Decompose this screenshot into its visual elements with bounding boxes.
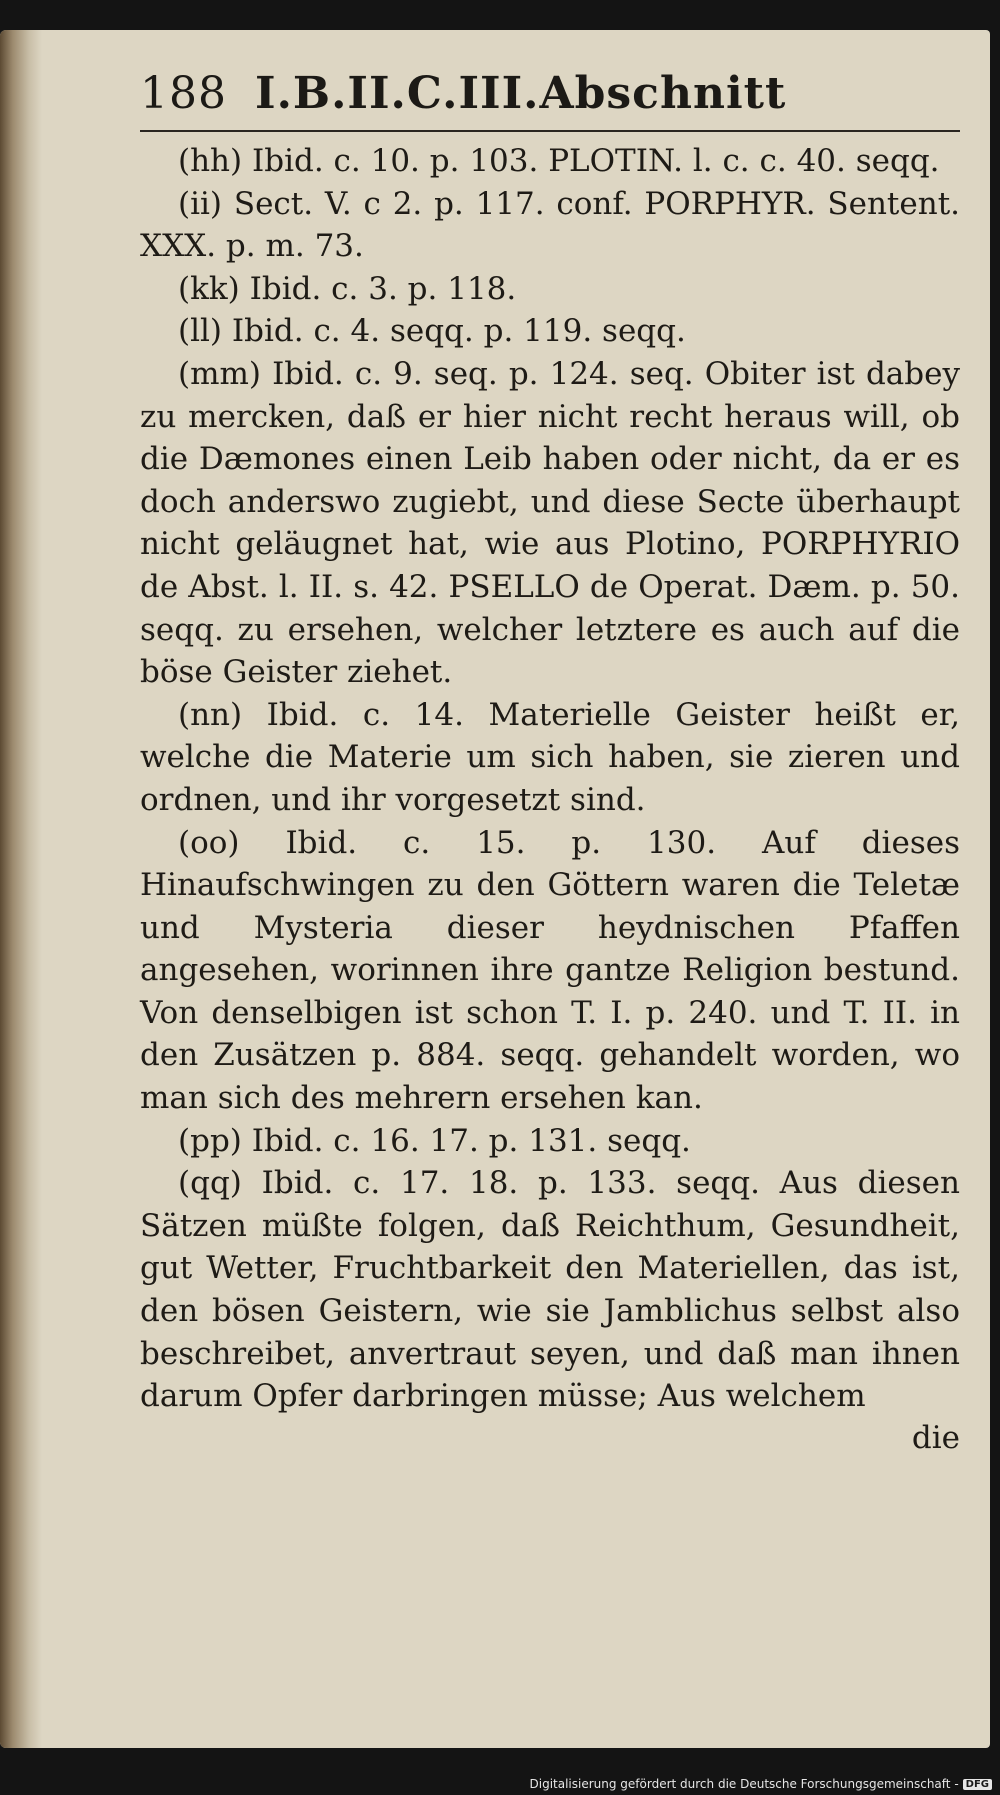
header-title: I.B.II.C.III.Abschnitt	[254, 68, 787, 119]
footnote-label: (ll)	[178, 313, 223, 350]
footnote-label: (ii)	[178, 185, 223, 222]
running-header	[140, 68, 960, 126]
footnote-text: Ibid. c. 3. p. 118.	[249, 270, 517, 307]
footnote-text: Ibid. c. 16. 17. p. 131. seqq.	[251, 1122, 691, 1159]
page-number: 188	[140, 68, 227, 119]
footnote-label: (mm)	[178, 355, 261, 392]
header-rule	[140, 130, 960, 132]
page-content	[140, 68, 960, 1456]
footnote-text: Ibid. c. 10. p. 103. PLOTIN. l. c. c. 40. seqq.	[251, 143, 940, 179]
footnote	[140, 268, 960, 311]
footnote	[140, 694, 960, 822]
footnote	[140, 140, 960, 183]
footnote-label: (hh)	[178, 143, 243, 179]
footnote-label: (pp)	[178, 1122, 242, 1159]
footnote-text: Ibid. c. 17. 18. p. 133. seqq. Aus diesen Sätzen müßte folgen, daß Reichthum, Gesundheit, gut Wetter, Fruchtbarkeit den Materiellen, das ist, den bösen Geistern, wie sie Jamblichus selbst also beschreibet, anvertraut seyen, und daß man ihnen darum Opfer darbringen müsse; Aus welchem	[140, 1165, 960, 1415]
footnote-text: Ibid. c. 9. seq. p. 124. seq. Obiter ist dabey zu mercken, daß er hier nicht recht heraus will, ob die Dæmones einen Leib haben oder nicht, da er es doch anderswo zugiebt, und diese Secte überhaupt nicht geläugnet hat, wie aus Plotino, PORPHYRIO de Abst. l. II. s. 42. PSELLO de Operat. Dæm. p. 50. seqq. zu ersehen, welcher letztere es auch auf die böse Geister ziehet.	[140, 355, 960, 691]
footnote-text: Ibid. c. 15. p. 130. Auf dieses Hinaufschwingen zu den Göttern waren die Teletæ und Mysteria dieser heydnischen Pfaffen angesehen, worinnen ihre gantze Religion bestund. Von denselbigen ist schon T. I. p. 240. und T. II. in den Zusätzen p. 884. seqq. gehandelt worden, wo man sich des mehrern ersehen kan.	[140, 824, 960, 1117]
footnote	[140, 1120, 960, 1163]
footnote	[140, 822, 960, 1120]
book-page	[0, 30, 990, 1748]
footnote-text: Sect. V. c 2. p. 117. conf. PORPHYR. Sentent. XXX. p. m. 73.	[140, 185, 961, 265]
footnote-label: (kk)	[178, 270, 240, 307]
footnote-label: (nn)	[178, 696, 243, 733]
footnote-label: (qq)	[178, 1165, 242, 1202]
catchword: die	[911, 1419, 960, 1456]
digitization-footer	[530, 1777, 993, 1791]
footnote	[140, 310, 960, 353]
footer-text: Digitalisierung gefördert durch die Deutsche Forschungsgemeinschaft -	[529, 1777, 959, 1791]
footnote-text: Ibid. c. 14. Materielle Geister heißt er, welche die Materie um sich haben, sie zieren und ordnen, und ihr vorgesetzt sind.	[140, 696, 960, 818]
footnote	[140, 183, 960, 268]
footnote-label: (oo)	[178, 824, 240, 861]
footnote	[140, 353, 960, 694]
page-binding-edge	[0, 30, 42, 1748]
footnote	[140, 1162, 960, 1418]
dfg-logo: DFG	[963, 1779, 992, 1790]
footnote-text: Ibid. c. 4. seqq. p. 119. seqq.	[231, 313, 686, 350]
footnote-list	[140, 140, 960, 1418]
